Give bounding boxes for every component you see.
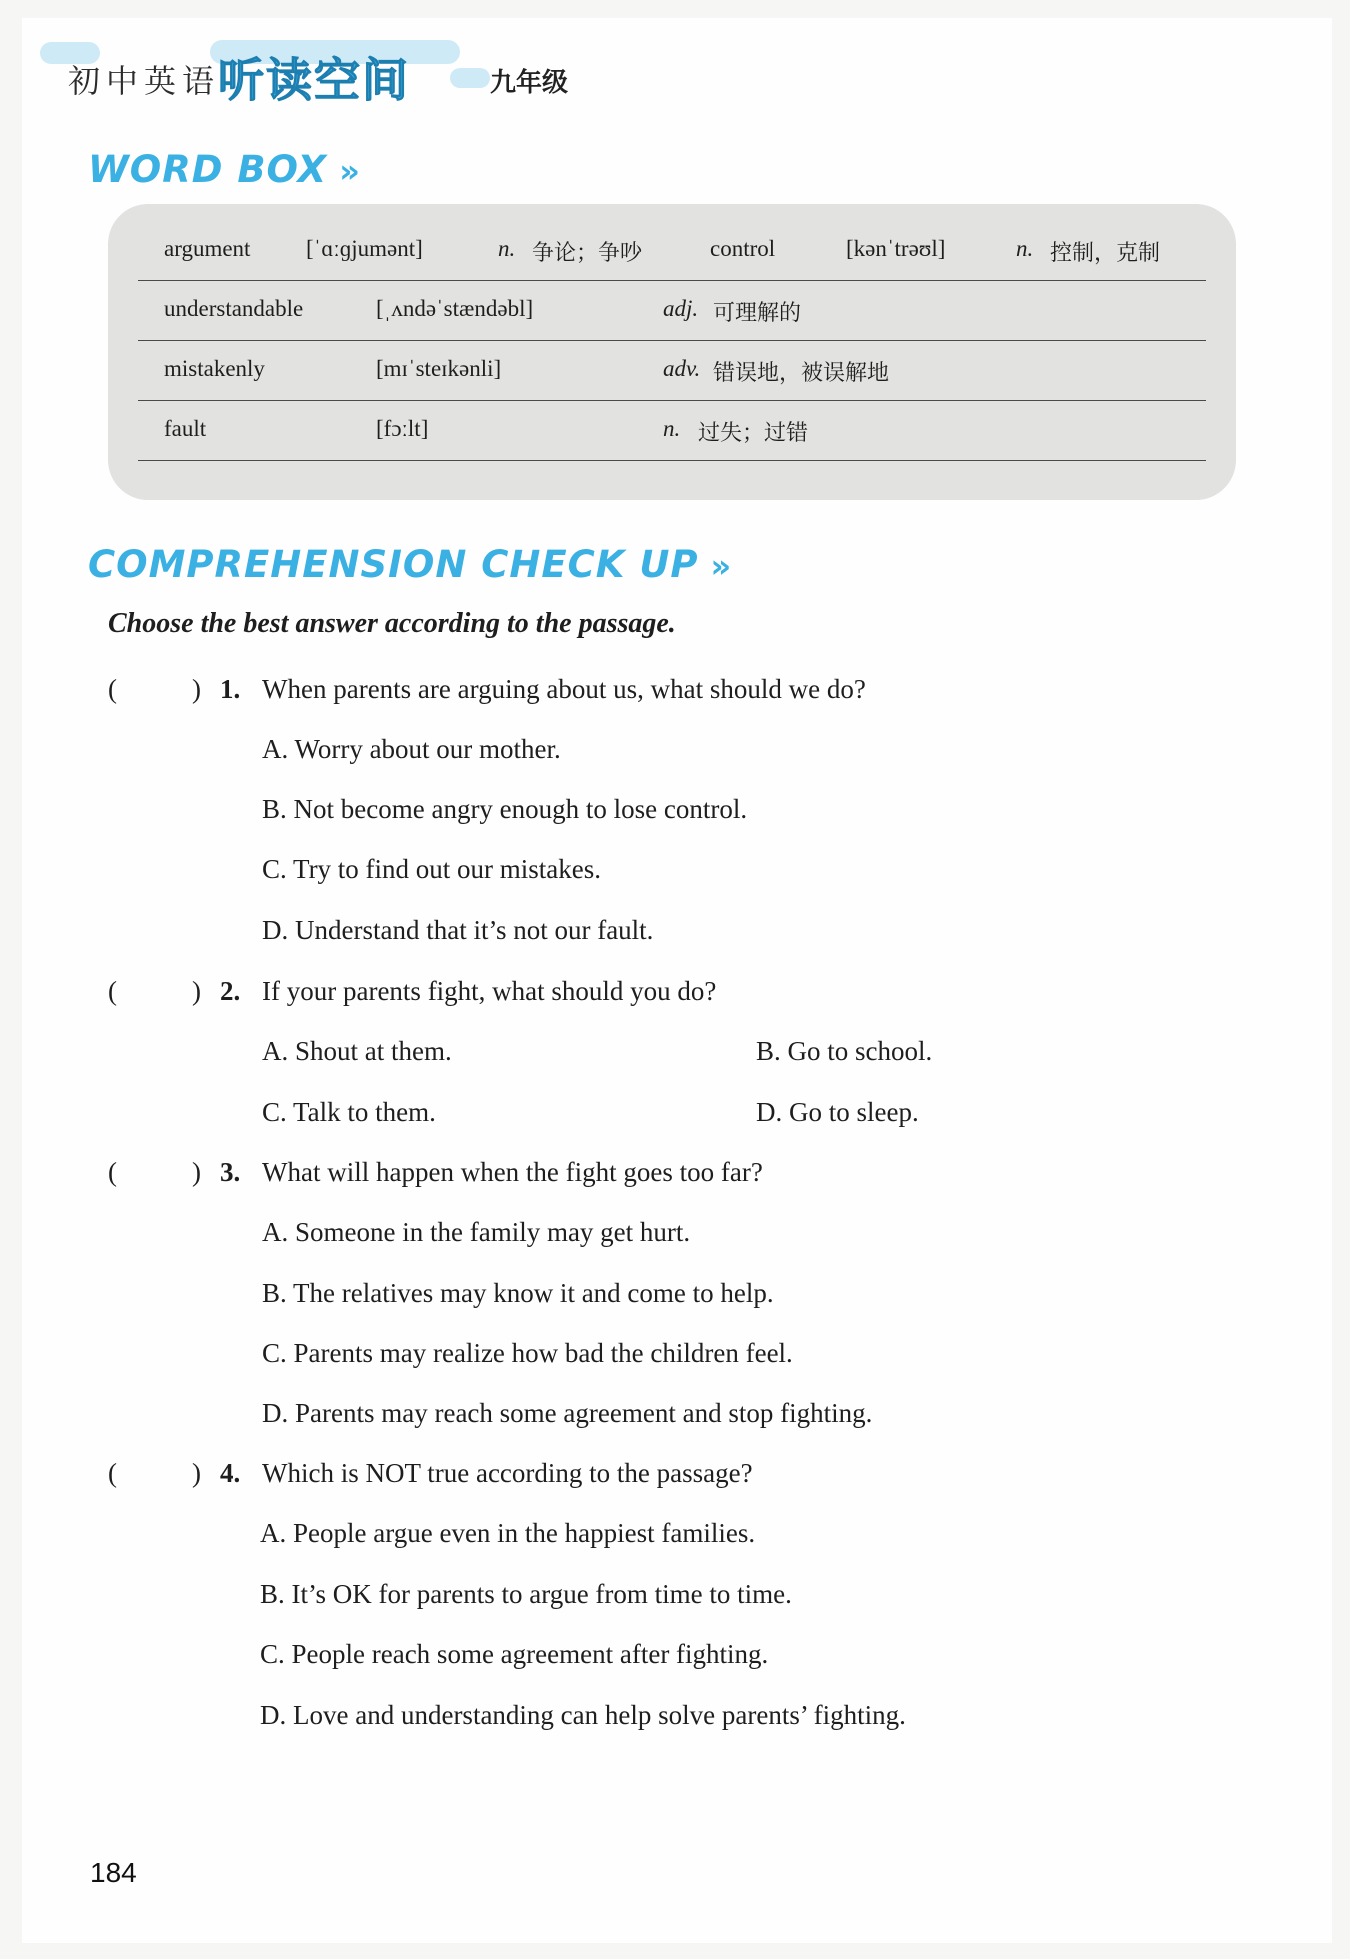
option: A. Shout at them. — [262, 1036, 452, 1066]
meaning: 错误地，被误解地 — [713, 361, 890, 386]
option: B. It’s OK for parents to argue from time to time. — [260, 1579, 792, 1609]
question-number: 2. — [220, 976, 241, 1006]
word-row — [138, 280, 1206, 341]
word-row — [138, 220, 1206, 281]
question-number: 3. — [220, 1157, 241, 1187]
answer-blank-open[interactable]: ( — [108, 1458, 117, 1488]
part-of-speech: n. — [1016, 236, 1034, 261]
comprehension-title — [88, 543, 732, 586]
option: C. Talk to them. — [262, 1097, 436, 1127]
meaning: 过失；过错 — [698, 421, 809, 446]
word: control — [710, 236, 776, 261]
answer-blank-close: ) — [192, 1157, 201, 1187]
option: D. Understand that it’s not our fault. — [262, 915, 654, 945]
phonetic: [ˈɑːɡjumənt] — [306, 236, 423, 261]
option: D. Love and understanding can help solve parents’ fighting. — [260, 1700, 906, 1730]
grade-label: 九年级 — [490, 68, 569, 98]
cloud-decoration — [450, 68, 490, 88]
option: B. Go to school. — [756, 1036, 933, 1066]
answer-blank-open[interactable]: ( — [108, 976, 117, 1006]
phonetic: [mɪˈsteɪkənli] — [376, 356, 502, 381]
option: B. The relatives may know it and come to help. — [262, 1278, 774, 1308]
book-header — [40, 36, 740, 126]
word: understandable — [164, 296, 304, 321]
question-text: Which is NOT true according to the passage? — [262, 1458, 753, 1488]
phonetic: [ˌʌndəˈstændəbl] — [376, 296, 534, 321]
word-row — [138, 400, 1206, 461]
question-text: What will happen when the fight goes too far? — [262, 1157, 763, 1187]
option: C. People reach some agreement after fighting. — [260, 1639, 769, 1669]
word-row — [138, 340, 1206, 401]
chevron-icon: » — [339, 152, 361, 190]
comprehension-title-text: COMPREHENSION CHECK UP — [88, 543, 699, 586]
meaning: 可理解的 — [713, 301, 802, 326]
question-number: 1. — [220, 674, 241, 704]
word: fault — [164, 416, 207, 441]
question-text: If your parents fight, what should you do? — [262, 976, 717, 1006]
series-prefix: 初中英语 — [68, 62, 221, 100]
part-of-speech: adv. — [663, 356, 701, 381]
question-number: 4. — [220, 1458, 241, 1488]
phonetic: [fɔːlt] — [376, 416, 429, 441]
word-box — [108, 204, 1236, 500]
meaning: 争论；争吵 — [532, 241, 643, 266]
meaning: 控制，克制 — [1050, 241, 1161, 266]
answer-blank-open[interactable]: ( — [108, 674, 117, 704]
question-text: When parents are arguing about us, what should we do? — [262, 674, 866, 704]
option: A. Someone in the family may get hurt. — [262, 1217, 691, 1247]
word: mistakenly — [164, 356, 265, 381]
option: D. Parents may reach some agreement and stop fighting. — [262, 1398, 873, 1428]
instruction: Choose the best answer according to the passage. — [108, 608, 676, 639]
answer-blank-open[interactable]: ( — [108, 1157, 117, 1187]
part-of-speech: adj. — [663, 296, 699, 321]
page-number: 184 — [90, 1857, 137, 1888]
phonetic: [kənˈtrəʊl] — [846, 236, 946, 261]
option: D. Go to sleep. — [756, 1097, 919, 1127]
word: argument — [164, 236, 251, 261]
word-box-title — [88, 148, 361, 191]
word-box-title-text: WORD BOX — [88, 148, 328, 191]
answer-blank-close: ) — [192, 976, 201, 1006]
option: A. Worry about our mother. — [262, 734, 561, 764]
chevron-icon: » — [710, 547, 733, 585]
answer-blank-close: ) — [192, 1458, 201, 1488]
part-of-speech: n. — [663, 416, 681, 441]
answer-blank-close: ) — [192, 674, 201, 704]
option: A. People argue even in the happiest families. — [260, 1518, 756, 1548]
option: C. Parents may realize how bad the children feel. — [262, 1338, 793, 1368]
part-of-speech: n. — [498, 236, 516, 261]
option: C. Try to find out our mistakes. — [262, 854, 602, 884]
option: B. Not become angry enough to lose control. — [262, 794, 748, 824]
series-name-logo: 听读空间 — [218, 53, 410, 107]
